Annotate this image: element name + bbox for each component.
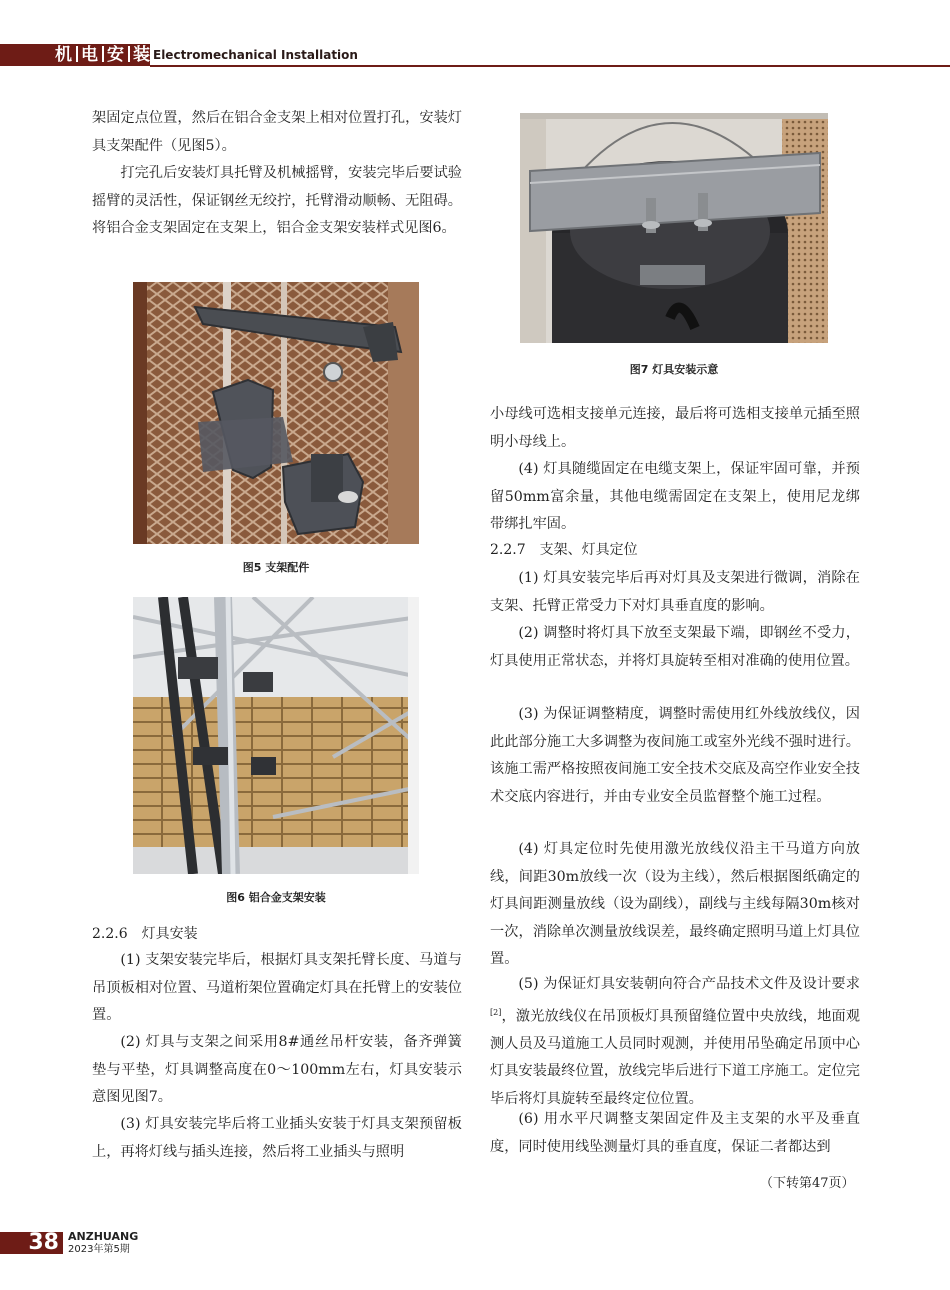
left-paragraph-2: 打完孔后安装灯具托臂及机械摇臂，安装完毕后要试验摇臂的灵活性，保证钢丝无绞拧，托臂滑动顺畅、无阻碍。将铝合金支架固定在支架上，铝合金支架安装样式见图6。 (92, 165, 462, 236)
right-paragraph-5: (3) 为保证调整精度，调整时需使用红外线放线仪，因此此部分施工大多调整为夜间施工或室外光线不强时进行。该施工需严格按照夜间施工安全技术交底及高空作业安全技术交底内容进行，并由专业安全员监督整个施工过程。 (490, 706, 860, 805)
left-paragraph-1: 架固定点位置，然后在铝合金支架上相对位置打孔，安装灯具支架配件（见图5）。 (92, 110, 462, 154)
title-char: 电 (81, 45, 99, 65)
magazine-name: ANZHUANG (68, 1230, 139, 1243)
title-char: 机 (55, 45, 73, 65)
right-paragraph-4: (2) 调整时将灯具下放至支架最下端，即钢丝不受力，灯具使用正常状态，并将灯具旋转至相对准确的使用位置。 (490, 625, 860, 669)
header-rule (150, 65, 950, 67)
right-paragraph-2: (4) 灯具随缆固定在电缆支架上，保证牢固可靠，并预留50mm富余量，其他电缆需固定在支架上，使用尼龙绑带绑扎牢固。 (490, 461, 860, 532)
figure-7-caption: 图7 灯具安装示意 (629, 363, 719, 376)
title-char: 装 (133, 45, 151, 65)
figure-5-caption: 图5 支架配件 (242, 561, 310, 574)
section-title-cn (55, 44, 151, 66)
section-heading-2-2-7: 2.2.7 支架、灯具定位 (490, 542, 638, 558)
right-paragraph-1: 小母线可选相支接单元连接，最后将可选相支接单元插至照明小母线上。 (490, 406, 860, 450)
page-number-box (0, 1232, 63, 1254)
right-paragraph-7 (490, 971, 860, 1113)
right-paragraph-7-a: (5) 为保证灯具安装朝向符合产品技术文件及设计要求 (518, 976, 860, 992)
right-paragraph-7-b: ，激光放线仪在吊顶板灯具预留缝位置中央放线，地面观测人员及马道施工人员同时观测，并使用吊坠确定吊顶中心灯具安装最终位置，放线完毕后进行下道工序施工。定位完毕后将灯具旋转至最终定位位置。 (490, 1008, 860, 1107)
page-number: 38 (28, 1230, 59, 1255)
figure-6-image (133, 597, 419, 874)
left-paragraph-3: (1) 支架安装完毕后，根据灯具支架托臂长度、马道与吊顶板相对位置、马道桁架位置确定灯具在托臂上的安装位置。 (92, 952, 462, 1023)
figure-6-caption: 图6 铝合金支架安装 (226, 891, 326, 904)
figure-7-image (520, 113, 828, 343)
right-paragraph-3: (1) 灯具安装完毕后再对灯具及支架进行微调，消除在支架、托臂正常受力下对灯具垂直度的影响。 (490, 570, 860, 614)
left-paragraph-4: (2) 灯具与支架之间采用8#通丝吊杆安装，备齐弹簧垫与平垫，灯具调整高度在0～100mm左右，灯具安装示意图见图7。 (92, 1034, 462, 1105)
section-heading-2-2-6: 2.2.6 灯具安装 (92, 926, 198, 942)
citation-ref: [2] (490, 1007, 502, 1017)
title-char: 安 (107, 45, 125, 65)
left-paragraph-5: (3) 灯具安装完毕后将工业插头安装于灯具支架预留板上，再将灯线与插头连接，然后将工业插头与照明 (92, 1116, 462, 1160)
right-paragraph-8: (6) 用水平尺调整支架固定件及主支架的水平及垂直度，同时使用线坠测量灯具的垂直度，保证二者都达到 (490, 1111, 860, 1155)
page-header (0, 44, 950, 68)
section-title-en: Electromechanical Installation (153, 48, 358, 62)
continued-note: （下转第47页） (760, 1176, 855, 1191)
issue-label: 2023年第5期 (68, 1244, 130, 1255)
figure-5-image (133, 282, 419, 544)
right-paragraph-6: (4) 灯具定位时先使用激光放线仪沿主干马道方向放线，间距30m放线一次（设为主线），然后根据图纸确定的灯具间距测量放线（设为副线），副线与主线每隔30m核对一次，消除单次测量放线误差，最终确定照明马道上灯具位置。 (490, 841, 860, 967)
